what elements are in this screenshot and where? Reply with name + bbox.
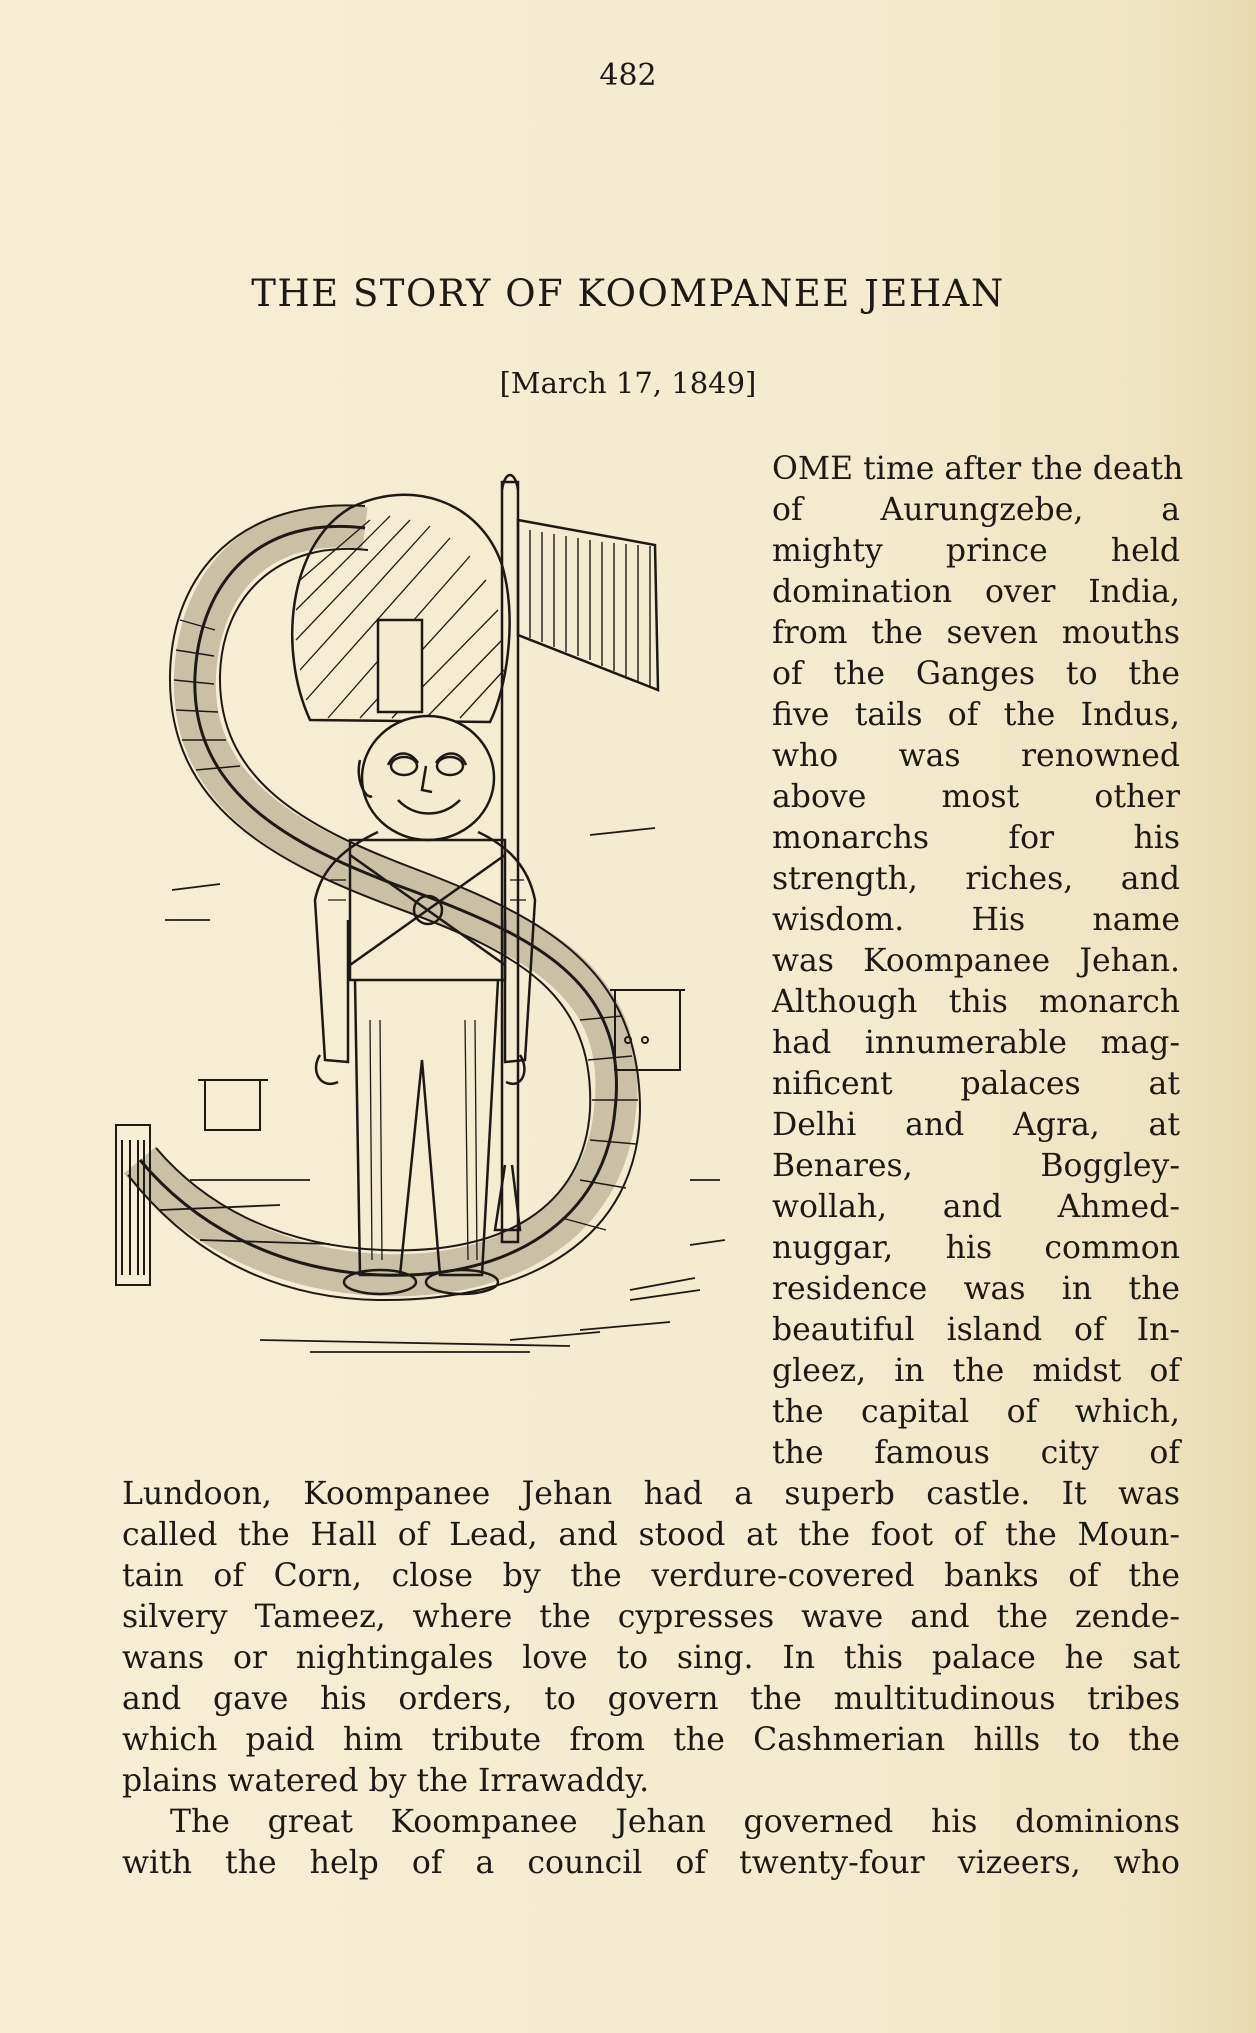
text-line: wisdom. His name bbox=[772, 902, 1180, 938]
text-line: Although this monarch bbox=[772, 984, 1180, 1020]
text-line: Benares, Boggley- bbox=[772, 1148, 1180, 1184]
text-line: five tails of the Indus, bbox=[772, 697, 1180, 733]
text-line: of Aurungzebe, a bbox=[772, 492, 1180, 528]
text-line: tain of Corn, close by the verdure-covered banks of the bbox=[122, 1558, 1180, 1594]
text-line: which paid him tribute from the Cashmerian hills to the bbox=[122, 1722, 1180, 1758]
chapter-date: [March 17, 1849] bbox=[499, 366, 757, 400]
text-line: OME time after the death bbox=[772, 451, 1184, 487]
text-line: above most other bbox=[772, 779, 1180, 815]
chapter-title: THE STORY OF KOOMPANEE JEHAN bbox=[251, 272, 1005, 315]
text-line: who was renowned bbox=[772, 738, 1180, 774]
text-line: wans or nightingales love to sing. In this palace he sat bbox=[122, 1640, 1180, 1676]
text-line: beautiful island of In- bbox=[772, 1312, 1180, 1348]
page-number: 482 bbox=[599, 58, 657, 93]
text-line: with the help of a council of twenty-four vizeers, who bbox=[122, 1845, 1180, 1881]
text-line: Lundoon, Koompanee Jehan had a superb castle. It was bbox=[122, 1476, 1180, 1512]
text-line: called the Hall of Lead, and stood at the foot of the Moun- bbox=[122, 1517, 1180, 1553]
text-line: the famous city of bbox=[772, 1435, 1180, 1471]
text-line: the capital of which, bbox=[772, 1394, 1180, 1430]
serif-block-icon bbox=[116, 1125, 150, 1285]
text-line: gleez, in the midst of bbox=[772, 1353, 1180, 1389]
text-line: Delhi and Agra, at bbox=[772, 1107, 1180, 1143]
text-line: monarchs for his bbox=[772, 820, 1180, 856]
text-line: and gave his orders, to govern the multitudinous tribes bbox=[122, 1681, 1180, 1717]
drop-cap-illustration bbox=[110, 460, 740, 1425]
bearskin-hat-icon bbox=[292, 495, 509, 722]
text-line: nificent palaces at bbox=[772, 1066, 1180, 1102]
text-line: had innumerable mag- bbox=[772, 1025, 1180, 1061]
text-line: strength, riches, and bbox=[772, 861, 1180, 897]
text-line: was Koompanee Jehan. bbox=[772, 943, 1180, 979]
text-line: mighty prince held bbox=[772, 533, 1180, 569]
text-line: nuggar, his common bbox=[772, 1230, 1180, 1266]
text-line: silvery Tameez, where the cypresses wave and the zende- bbox=[122, 1599, 1180, 1635]
text-line: of the Ganges to the bbox=[772, 656, 1180, 692]
face-icon bbox=[359, 716, 494, 840]
text-line: The great Koompanee Jehan governed his dominions bbox=[170, 1804, 1180, 1840]
text-line: from the seven mouths bbox=[772, 615, 1180, 651]
text-line: residence was in the bbox=[772, 1271, 1180, 1307]
text-line: domination over India, bbox=[772, 574, 1180, 610]
text-line: wollah, and Ahmed- bbox=[772, 1189, 1180, 1225]
text-line: plains watered by the Irrawaddy. bbox=[122, 1763, 650, 1799]
